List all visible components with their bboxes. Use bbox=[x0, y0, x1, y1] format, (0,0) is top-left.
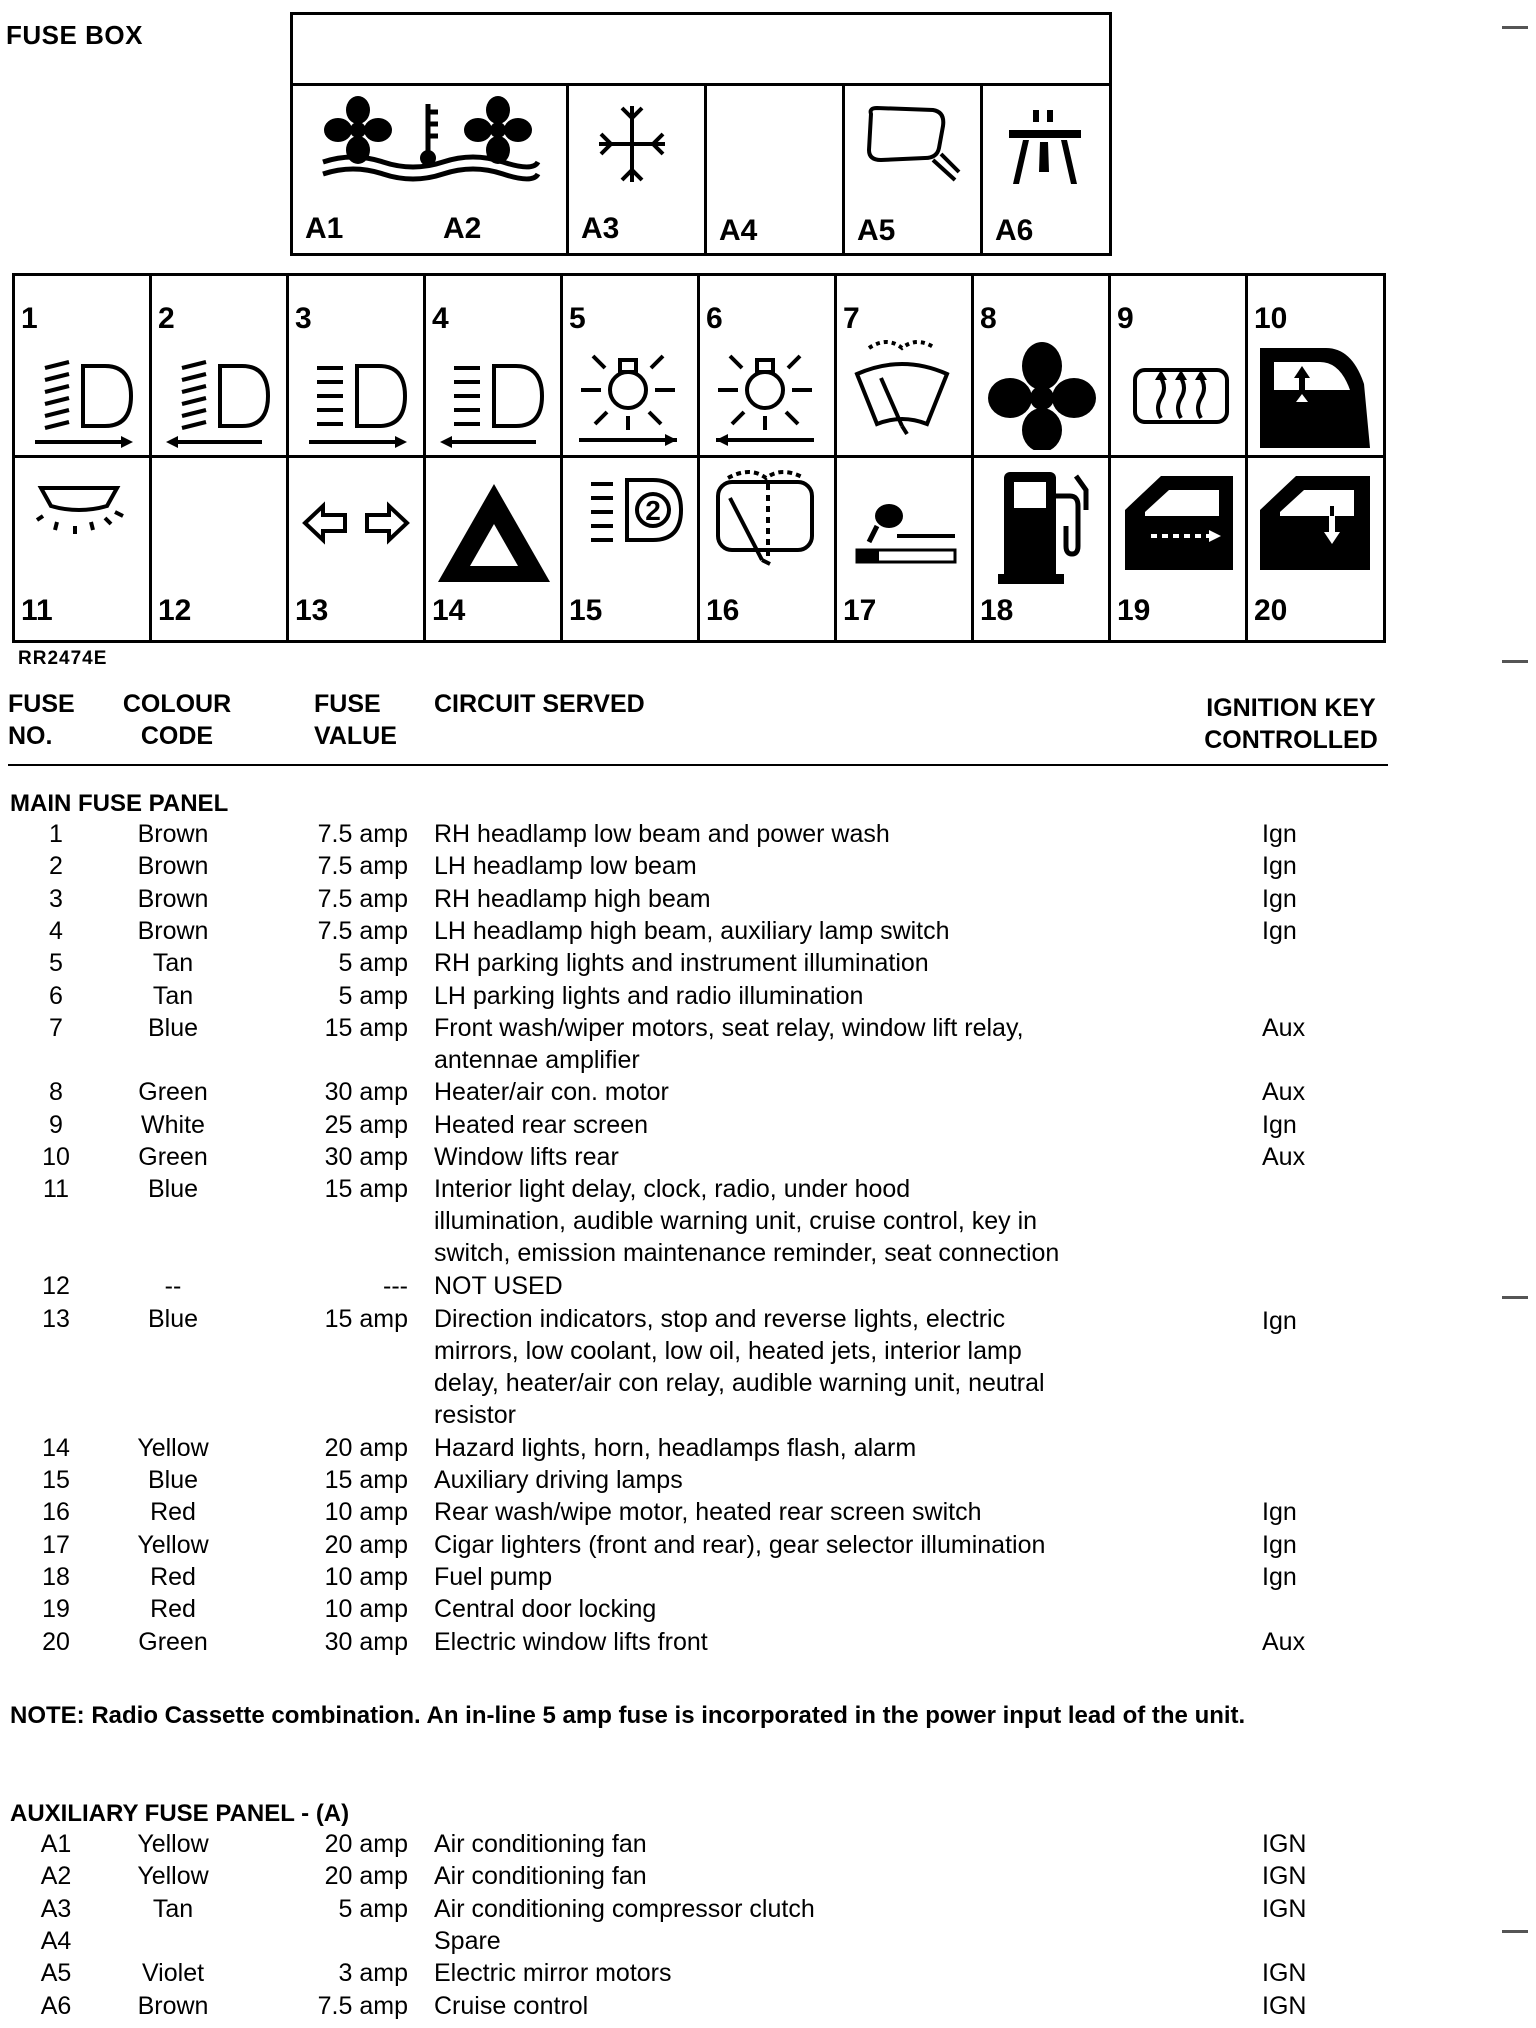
fuse-value: 15 amp bbox=[324, 1013, 408, 1042]
fuse-number: 13 bbox=[42, 1304, 70, 1333]
colour-code: Yellow bbox=[137, 1433, 209, 1462]
fuse-number: 20 bbox=[42, 1627, 70, 1656]
fuse-number: 16 bbox=[42, 1498, 70, 1527]
main-fuse-cell-12 bbox=[152, 458, 289, 640]
fuse-value: 5 amp bbox=[338, 981, 408, 1010]
fuse-number: 5 bbox=[49, 949, 63, 978]
circuit-served: Electric mirror motors bbox=[434, 1959, 672, 1988]
header-fuse-value: FUSE VALUE bbox=[314, 690, 397, 750]
colour-code: Red bbox=[150, 1562, 196, 1591]
ignition-key-controlled: IGN bbox=[1262, 1959, 1307, 1988]
circuit-served: Cigar lighters (front and rear), gear selector illumination bbox=[434, 1530, 1046, 1559]
colour-code: White bbox=[141, 1110, 205, 1139]
auxiliary-fuse-panel-diagram bbox=[290, 84, 1112, 256]
main-fuse-panel-title: MAIN FUSE PANEL bbox=[10, 790, 229, 817]
main-fuse-label-5: 5 bbox=[569, 302, 586, 335]
colour-code: Red bbox=[150, 1595, 196, 1624]
page-title: FUSE BOX bbox=[6, 20, 143, 50]
fuse-number: A2 bbox=[40, 1862, 72, 1891]
fuse-number: 11 bbox=[43, 1175, 69, 1204]
aux-fuse-label-a5: A5 bbox=[857, 214, 896, 247]
fuse-value: 7.5 amp bbox=[317, 884, 408, 913]
fuse-value: 15 amp bbox=[324, 1175, 408, 1204]
main-fuse-label-15: 15 bbox=[569, 594, 603, 627]
header-colour-code: COLOUR CODE bbox=[122, 690, 232, 750]
auxiliary-lamp-icon bbox=[583, 472, 693, 552]
fuse-value: 15 amp bbox=[324, 1466, 408, 1494]
ignition-key-controlled: Ign bbox=[1262, 1306, 1297, 1335]
aux-fuse-label-a1: A1 bbox=[305, 212, 344, 245]
colour-code: Tan bbox=[152, 1894, 194, 1923]
main-fuse-label-17: 17 bbox=[843, 594, 877, 627]
main-fuse-label-9: 9 bbox=[1117, 302, 1134, 335]
ignition-key-controlled: IGN bbox=[1262, 1894, 1307, 1923]
aux-fuse-label-a6: A6 bbox=[995, 214, 1034, 247]
cigar-lighter-icon bbox=[851, 492, 961, 568]
colour-code: Blue bbox=[147, 1013, 199, 1042]
circuit-served: Auxiliary driving lamps bbox=[434, 1466, 683, 1494]
fuse-value: 5 amp bbox=[338, 949, 408, 978]
colour-code: Brown bbox=[137, 1991, 209, 2020]
main-fuse-cell-16 bbox=[700, 458, 837, 640]
aux-fuse-cell-a6 bbox=[983, 84, 1109, 253]
main-fuse-panel-diagram bbox=[12, 273, 1386, 643]
circuit-served: LH parking lights and radio illumination bbox=[434, 981, 864, 1010]
cruise-control-icon bbox=[1005, 108, 1085, 188]
fuse-number: A6 bbox=[40, 1991, 72, 2020]
fuse-value: 30 amp bbox=[324, 1627, 408, 1656]
circuit-served: Fuel pump bbox=[434, 1562, 553, 1591]
main-fuse-label-8: 8 bbox=[980, 302, 997, 335]
aux-fuse-cell-a3 bbox=[569, 84, 707, 253]
main-fuse-cell-3 bbox=[289, 276, 426, 458]
fuse-value: 20 amp bbox=[324, 1830, 408, 1858]
main-fuse-cell-8 bbox=[974, 276, 1111, 458]
main-fuse-cell-18 bbox=[974, 458, 1111, 640]
fan-icon bbox=[988, 342, 1096, 450]
fuse-number: 6 bbox=[49, 981, 63, 1010]
circuit-served: Heated rear screen bbox=[434, 1110, 649, 1139]
fuse-number: 19 bbox=[42, 1595, 70, 1624]
fuse-number: 12 bbox=[42, 1272, 70, 1301]
colour-code: Brown bbox=[137, 916, 209, 945]
colour-code: Violet bbox=[141, 1959, 205, 1988]
circuit-served: RH parking lights and instrument illumination bbox=[434, 949, 929, 978]
aux-fuse-panel-title: AUXILIARY FUSE PANEL - (A) bbox=[10, 1800, 350, 1827]
main-fuse-label-3: 3 bbox=[295, 302, 312, 335]
main-fuse-cell-6 bbox=[700, 276, 837, 458]
colour-code: Tan bbox=[152, 949, 194, 978]
circuit-served: Cruise control bbox=[434, 1991, 589, 2020]
header-circuit-served: CIRCUIT SERVED bbox=[434, 690, 645, 718]
fuse-number: 8 bbox=[49, 1078, 63, 1107]
circuit-served: LH headlamp high beam, auxiliary lamp switch bbox=[434, 916, 950, 945]
header-fuse-no: FUSE NO. bbox=[8, 690, 75, 750]
radio-cassette-note: NOTE: Radio Cassette combination. An in-line 5 amp fuse is incorporated in the power input lead of the unit. bbox=[10, 1702, 1246, 1729]
main-fuse-label-18: 18 bbox=[980, 594, 1014, 627]
circuit-served: NOT USED bbox=[434, 1272, 563, 1301]
headlamp-low-icon bbox=[25, 354, 135, 449]
main-fuse-label-19: 19 bbox=[1117, 594, 1151, 627]
hazard-triangle-icon bbox=[434, 480, 554, 586]
main-fuse-cell-4 bbox=[426, 276, 563, 458]
main-fuse-cell-2 bbox=[152, 276, 289, 458]
fuse-number: 10 bbox=[42, 1143, 70, 1171]
main-fuse-label-10: 10 bbox=[1254, 302, 1288, 335]
main-fuse-label-14: 14 bbox=[432, 594, 466, 627]
main-fuse-label-16: 16 bbox=[706, 594, 740, 627]
front-window-lift-icon bbox=[1256, 470, 1374, 574]
parking-light-icon bbox=[573, 336, 683, 451]
main-fuse-cell-20 bbox=[1248, 458, 1385, 640]
fuse-number: 4 bbox=[49, 916, 63, 945]
colour-code: Blue bbox=[147, 1175, 199, 1204]
ignition-key-controlled: Aux bbox=[1262, 1627, 1306, 1656]
ignition-key-controlled: Ign bbox=[1262, 820, 1297, 848]
circuit-served: RH headlamp high beam bbox=[434, 884, 711, 913]
main-fuse-label-20: 20 bbox=[1254, 594, 1288, 627]
aux-fuse-label-a3: A3 bbox=[581, 212, 620, 245]
fuse-value: 7.5 amp bbox=[317, 916, 408, 945]
fuse-number: 1 bbox=[49, 820, 63, 848]
ignition-key-controlled: Ign bbox=[1262, 1562, 1297, 1591]
colour-code: Yellow bbox=[137, 1862, 209, 1891]
circuit-served: Electric window lifts front bbox=[434, 1627, 708, 1656]
fan-heater-icon bbox=[313, 92, 543, 182]
main-fuse-label-6: 6 bbox=[706, 302, 723, 335]
fuse-box-top-cover bbox=[290, 12, 1112, 86]
fuse-number: 9 bbox=[49, 1110, 63, 1139]
auxiliary-lamp-icon-text: 2 bbox=[645, 495, 661, 526]
aux-fuse-label-a4: A4 bbox=[719, 214, 758, 247]
colour-code: Yellow bbox=[137, 1530, 209, 1559]
main-fuse-cell-15 bbox=[563, 458, 700, 640]
main-fuse-label-13: 13 bbox=[295, 594, 329, 627]
ignition-key-controlled: Ign bbox=[1262, 916, 1297, 945]
circuit-served: LH headlamp low beam bbox=[434, 852, 697, 881]
fuse-number: 14 bbox=[42, 1433, 70, 1462]
colour-code: Brown bbox=[137, 884, 209, 913]
fuse-value: 7.5 amp bbox=[317, 820, 408, 848]
circuit-served: Direction indicators, stop and reverse lights, electric mirrors, low coolant, low oil, heated jets, interior lamp delay, heater/air con relay, audible warning unit, neutral resistor bbox=[434, 1304, 1045, 1429]
fuse-number: A1 bbox=[40, 1830, 72, 1858]
fuse-value: 15 amp bbox=[324, 1304, 408, 1333]
colour-code: Red bbox=[150, 1498, 196, 1527]
aux-fuse-cell-a5 bbox=[845, 84, 983, 253]
interior-light-icon bbox=[29, 480, 129, 540]
fuse-value: --- bbox=[383, 1272, 408, 1301]
fuse-number: A3 bbox=[40, 1894, 72, 1923]
main-fuse-label-4: 4 bbox=[432, 302, 449, 335]
circuit-served: Window lifts rear bbox=[434, 1143, 619, 1171]
mirror-icon bbox=[863, 104, 963, 184]
colour-code: Tan bbox=[152, 981, 194, 1010]
rear-screen-heat-icon bbox=[1131, 364, 1231, 434]
scan-mark bbox=[1502, 26, 1528, 29]
fuse-value: 7.5 amp bbox=[317, 852, 408, 881]
ignition-key-controlled: Aux bbox=[1262, 1078, 1306, 1107]
header-divider bbox=[8, 764, 1388, 766]
fuse-value: 30 amp bbox=[324, 1078, 408, 1107]
colour-code: Blue bbox=[147, 1304, 199, 1333]
main-fuse-label-12: 12 bbox=[158, 594, 192, 627]
main-fuse-cell-11 bbox=[15, 458, 152, 640]
fuse-value: 25 amp bbox=[324, 1110, 408, 1139]
ignition-key-controlled: Ign bbox=[1262, 1530, 1297, 1559]
fuse-value: 10 amp bbox=[324, 1595, 408, 1624]
ignition-key-controlled: IGN bbox=[1262, 1991, 1307, 2020]
fuse-value: 7.5 amp bbox=[317, 1991, 408, 2020]
main-fuse-label-1: 1 bbox=[21, 302, 38, 335]
main-fuse-label-7: 7 bbox=[843, 302, 860, 335]
ignition-key-controlled: Aux bbox=[1262, 1013, 1306, 1042]
main-fuse-cell-1 bbox=[15, 276, 152, 458]
header-ignition-key-controlled: IGNITION KEY CONTROLLED bbox=[1204, 694, 1378, 754]
circuit-served: Air conditioning fan bbox=[434, 1830, 647, 1858]
fuse-number: 7 bbox=[49, 1013, 63, 1042]
scan-mark bbox=[1502, 1296, 1528, 1299]
aux-fuse-cell-a4 bbox=[707, 84, 845, 253]
ignition-key-controlled: Ign bbox=[1262, 884, 1297, 913]
main-fuse-cell-14 bbox=[426, 458, 563, 640]
circuit-served: Rear wash/wipe motor, heated rear screen switch bbox=[434, 1498, 982, 1527]
main-fuse-cell-17 bbox=[837, 458, 974, 640]
headlamp-high-icon bbox=[436, 354, 546, 449]
circuit-served: RH headlamp low beam and power wash bbox=[434, 820, 890, 848]
door-lock-icon bbox=[1121, 470, 1237, 574]
headlamp-high-icon bbox=[299, 354, 409, 449]
fuse-number: 2 bbox=[49, 852, 63, 881]
parking-light-icon bbox=[710, 336, 820, 451]
main-fuse-cell-5 bbox=[563, 276, 700, 458]
ignition-key-controlled: Ign bbox=[1262, 1110, 1297, 1139]
colour-code: Blue bbox=[147, 1466, 199, 1494]
circuit-served: Interior light delay, clock, radio, under hood illumination, audible warning unit, cruise control, key in switch, emission maintenance reminder, seat connection bbox=[434, 1175, 1060, 1268]
fuse-value: 10 amp bbox=[324, 1562, 408, 1591]
scan-mark bbox=[1502, 660, 1528, 663]
ac-compressor-icon bbox=[597, 104, 667, 184]
colour-code: -- bbox=[164, 1272, 182, 1301]
ignition-key-controlled: IGN bbox=[1262, 1830, 1307, 1858]
ignition-key-controlled: IGN bbox=[1262, 1862, 1307, 1891]
colour-code: Green bbox=[138, 1078, 208, 1107]
colour-code: Yellow bbox=[137, 1830, 209, 1858]
circuit-served: Front wash/wiper motors, seat relay, window lift relay, antennae amplifier bbox=[434, 1013, 1024, 1074]
rear-wiper-icon bbox=[710, 464, 820, 574]
fuse-number: 3 bbox=[49, 884, 63, 913]
ignition-key-controlled: Ign bbox=[1262, 852, 1297, 881]
front-wiper-icon bbox=[847, 334, 957, 444]
fuse-value: 10 amp bbox=[324, 1498, 408, 1527]
colour-code: Brown bbox=[137, 852, 209, 881]
main-fuse-cell-9 bbox=[1111, 276, 1248, 458]
main-fuse-cell-19 bbox=[1111, 458, 1248, 640]
fuse-number: 18 bbox=[42, 1562, 70, 1591]
main-fuse-cell-13 bbox=[289, 458, 426, 640]
scan-mark bbox=[1502, 1930, 1528, 1933]
ignition-key-controlled: Aux bbox=[1262, 1143, 1306, 1171]
rear-window-lift-icon bbox=[1256, 344, 1374, 452]
colour-code: Brown bbox=[137, 820, 209, 848]
main-fuse-label-2: 2 bbox=[158, 302, 175, 335]
fuel-pump-icon bbox=[996, 466, 1092, 586]
circuit-served: Heater/air con. motor bbox=[434, 1078, 669, 1107]
fuse-number: 17 bbox=[42, 1530, 70, 1559]
aux-fuse-label-a2: A2 bbox=[443, 212, 482, 245]
fuse-value: 20 amp bbox=[324, 1433, 408, 1462]
circuit-served: Air conditioning fan bbox=[434, 1862, 647, 1891]
fuse-value: 20 amp bbox=[324, 1530, 408, 1559]
main-fuse-cell-7 bbox=[837, 276, 974, 458]
main-fuse-cell-10 bbox=[1248, 276, 1385, 458]
circuit-served: Hazard lights, horn, headlamps flash, alarm bbox=[434, 1433, 917, 1462]
fuse-number: 15 bbox=[42, 1466, 70, 1494]
headlamp-low-icon bbox=[162, 354, 272, 449]
colour-code: Green bbox=[138, 1143, 208, 1171]
fuse-number: A4 bbox=[40, 1926, 72, 1955]
diagram-reference: RR2474E bbox=[18, 648, 108, 669]
main-fuse-label-11: 11 bbox=[21, 594, 53, 627]
ignition-key-controlled: Ign bbox=[1262, 1498, 1297, 1527]
fuse-number: A5 bbox=[40, 1959, 72, 1988]
circuit-served: Air conditioning compressor clutch bbox=[434, 1894, 815, 1923]
fuse-value: 30 amp bbox=[324, 1143, 408, 1171]
direction-indicator-icon bbox=[301, 498, 411, 548]
circuit-served: Spare bbox=[434, 1926, 501, 1955]
fuse-value: 3 amp bbox=[338, 1959, 408, 1988]
fuse-value: 5 amp bbox=[338, 1894, 408, 1923]
colour-code: Green bbox=[138, 1627, 208, 1656]
circuit-served: Central door locking bbox=[434, 1595, 657, 1624]
fuse-value: 20 amp bbox=[324, 1862, 408, 1891]
